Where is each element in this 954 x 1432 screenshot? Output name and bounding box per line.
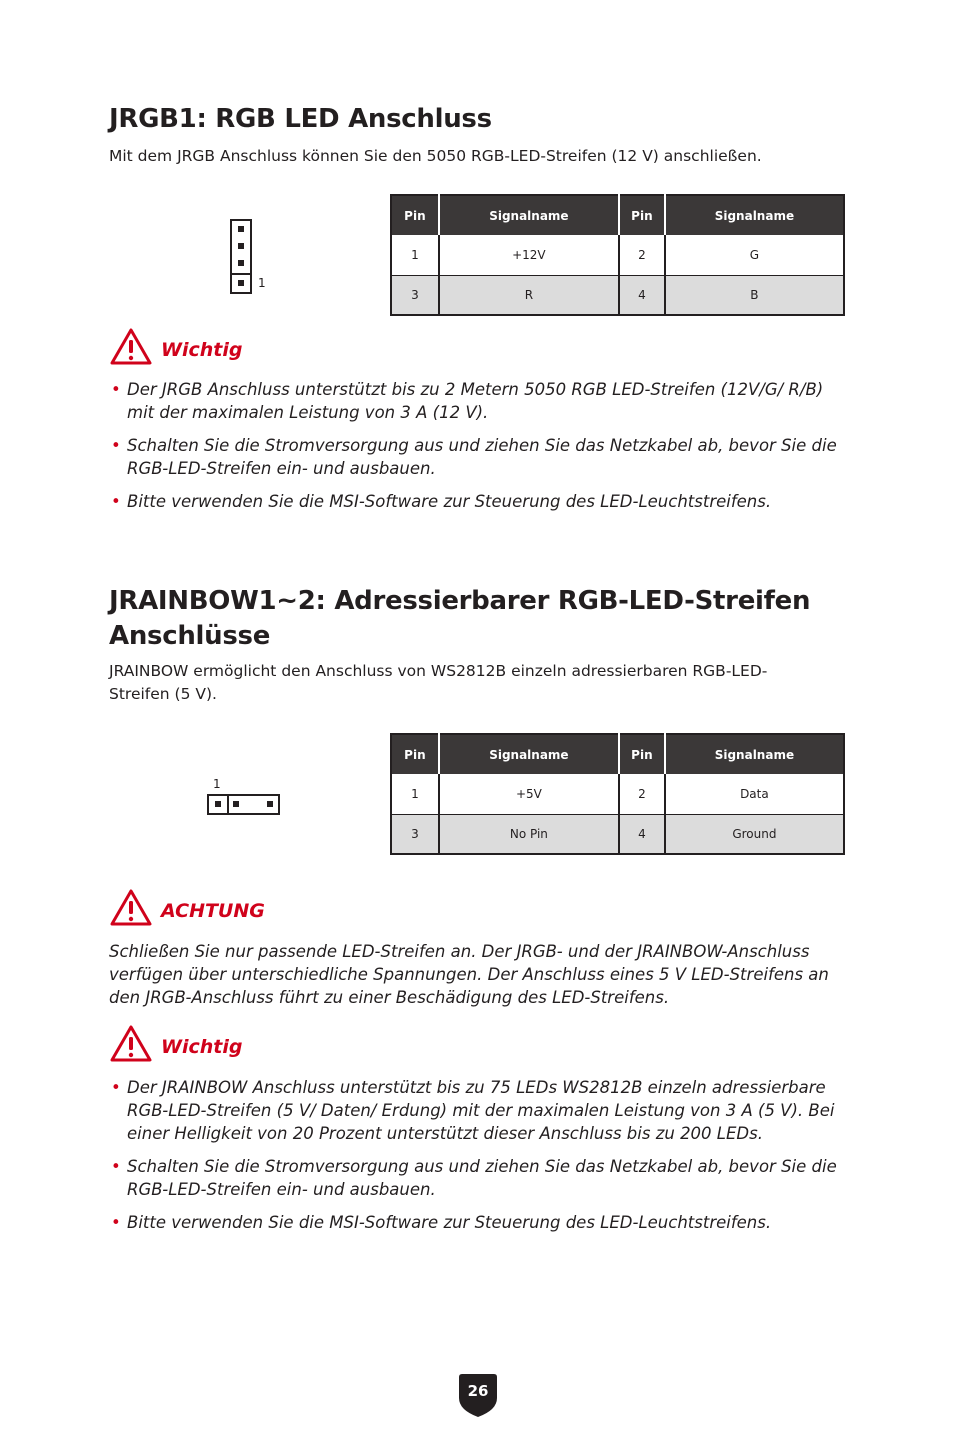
warning-triangle-icon xyxy=(109,1024,153,1064)
jrainbow-title-line2: Anschlüsse xyxy=(109,621,271,651)
table-cell: R xyxy=(439,275,619,315)
caution-text: Schließen Sie nur passende LED-Streifen an. Der JRGB- und der JRAINBOW-Anschluss verfügen über unterschiedliche Spannungen. Der Anschluss eines 5 V LED-Streifens an den JRGB-Anschluss führt zu einer Beschädigung des LED-Streifens. xyxy=(109,942,829,1007)
jrainbow-caution-header xyxy=(109,888,265,928)
jrgb-note-list xyxy=(109,378,844,523)
table-cell: 4 xyxy=(619,275,665,315)
jrgb-pin1-label: 1 xyxy=(258,276,266,290)
table-header-cell: Signalname xyxy=(665,734,844,774)
jrainbow-pin1-label: 1 xyxy=(213,777,221,791)
table-header-cell: Pin xyxy=(619,195,665,235)
jrainbow-pin-table xyxy=(390,733,845,855)
table-cell: 2 xyxy=(619,235,665,275)
table-header-cell: Pin xyxy=(391,195,439,235)
jrainbow-description: JRAINBOW ermöglicht den Anschluss von WS2812B einzeln adressierbaren RGB-LED-Streifen (5 V). xyxy=(109,662,768,703)
table-cell: Data xyxy=(665,774,844,814)
table-cell: No Pin xyxy=(439,814,619,854)
table-header-cell: Signalname xyxy=(439,195,619,235)
jrgb-pin-table xyxy=(390,194,845,316)
table-cell: Ground xyxy=(665,814,844,854)
table-row xyxy=(391,814,844,854)
jrgb-connector-diagram xyxy=(230,219,252,294)
table-header-cell: Pin xyxy=(391,734,439,774)
jrgb-note-header xyxy=(109,327,242,367)
warning-triangle-icon xyxy=(109,888,153,928)
table-cell: G xyxy=(665,235,844,275)
table-cell: 1 xyxy=(391,235,439,275)
table-cell: B xyxy=(665,275,844,315)
jrainbow-note-header xyxy=(109,1024,242,1064)
table-row xyxy=(391,235,844,275)
table-header-cell: Signalname xyxy=(665,195,844,235)
table-cell: 3 xyxy=(391,814,439,854)
table-header-row xyxy=(391,734,844,774)
table-cell: 2 xyxy=(619,774,665,814)
jrgb-title: JRGB1: RGB LED Anschluss xyxy=(109,104,492,134)
warning-triangle-icon xyxy=(109,327,153,367)
table-header-cell: Signalname xyxy=(439,734,619,774)
table-row xyxy=(391,774,844,814)
table-header-cell: Pin xyxy=(619,734,665,774)
jrgb-description: Mit dem JRGB Anschluss können Sie den 5050 RGB-LED-Streifen (12 V) anschließen. xyxy=(109,147,762,165)
list-item: • Bitte verwenden Sie die MSI-Software zur Steuerung des LED-Leuchtstreifens. xyxy=(109,1211,844,1234)
jrainbow-note-list xyxy=(109,1076,844,1244)
note-label: Wichtig xyxy=(161,339,243,361)
table-cell: 3 xyxy=(391,275,439,315)
table-cell: 4 xyxy=(619,814,665,854)
table-header-row xyxy=(391,195,844,235)
caution-label: ACHTUNG xyxy=(161,900,265,922)
table-row xyxy=(391,275,844,315)
list-item: • Schalten Sie die Stromversorgung aus und ziehen Sie das Netzkabel ab, bevor Sie die RGB-LED-Streifen ein- und ausbauen. xyxy=(109,1155,844,1201)
table-cell: 1 xyxy=(391,774,439,814)
table-cell: +5V xyxy=(439,774,619,814)
jrainbow-connector-diagram xyxy=(207,794,280,815)
page-number: 26 xyxy=(467,1382,489,1400)
list-item: • Der JRAINBOW Anschluss unterstützt bis zu 75 LEDs WS2812B einzeln adressierbare RGB-LED-Streifen (5 V/ Daten/ Erdung) mit der maximalen Leistung von 3 A (5 V). Bei einer Helligkeit von 20 Prozent unterstützt dieser Anschluss bis zu 200 LEDs. xyxy=(109,1076,844,1145)
list-item: • Bitte verwenden Sie die MSI-Software zur Steuerung des LED-Leuchtstreifens. xyxy=(109,490,844,513)
list-item: • Schalten Sie die Stromversorgung aus und ziehen Sie das Netzkabel ab, bevor Sie die RGB-LED-Streifen ein- und ausbauen. xyxy=(109,434,844,480)
jrainbow-title-line1: JRAINBOW1~2: Adressierbarer RGB-LED-Streifen xyxy=(109,586,811,616)
table-cell: +12V xyxy=(439,235,619,275)
note-label: Wichtig xyxy=(161,1036,243,1058)
list-item: • Der JRGB Anschluss unterstützt bis zu 2 Metern 5050 RGB LED-Streifen (12V/G/ R/B) mit der maximalen Leistung von 3 A (12 V). xyxy=(109,378,844,424)
